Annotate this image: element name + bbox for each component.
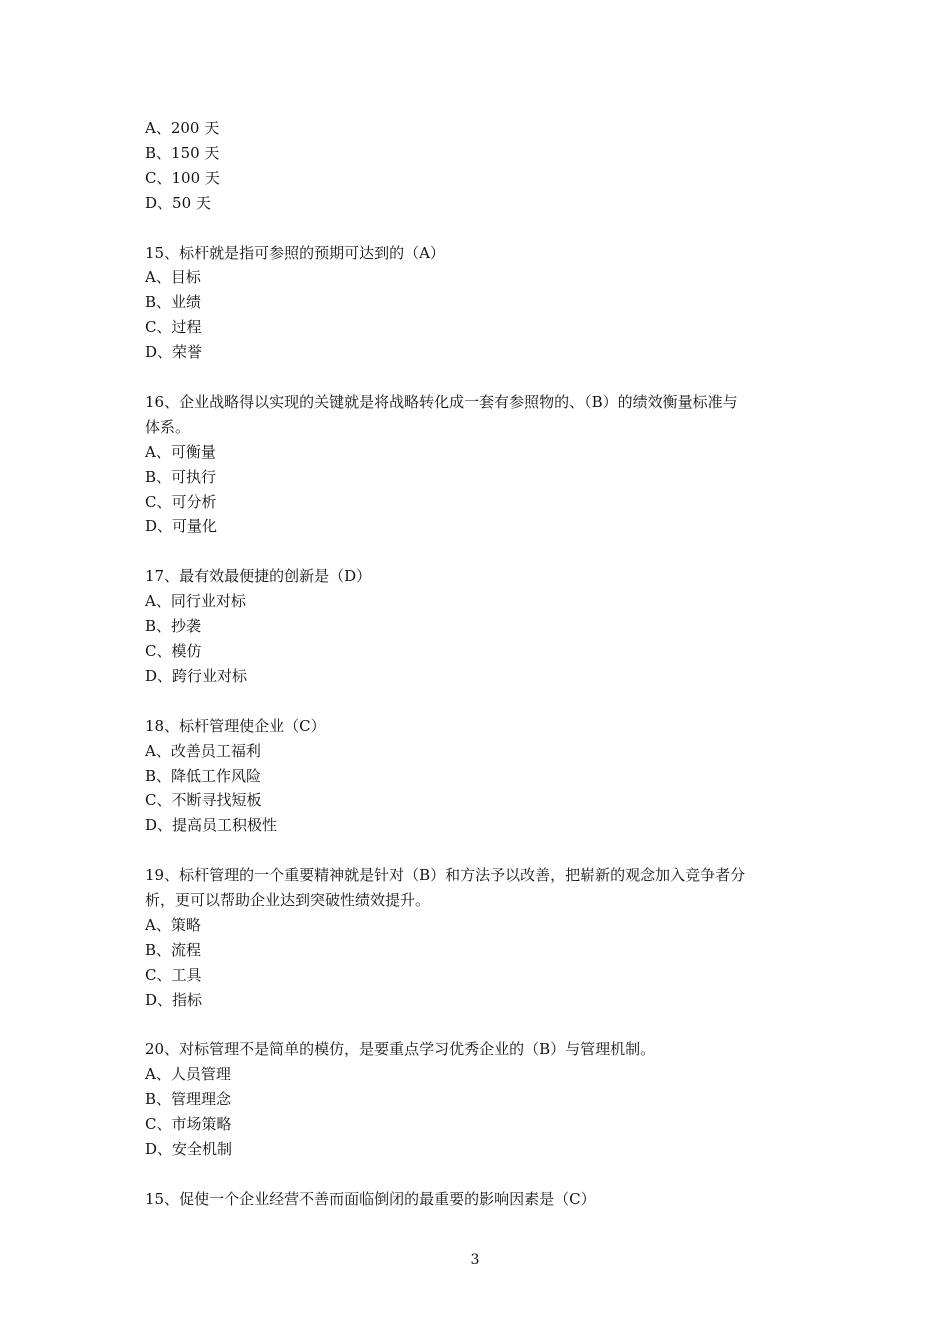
option-a: A、目标 (145, 268, 201, 287)
question-18 (145, 714, 815, 839)
question-15 (145, 241, 815, 366)
option-d: D、指标 (145, 990, 203, 1009)
option-b: B、降低工作风险 (145, 766, 262, 785)
option-c: C、不断寻找短板 (145, 791, 262, 810)
question-stem: 15、促使一个企业经营不善而面临倒闭的最重要的影响因素是（C） (145, 1189, 596, 1208)
option-d: D、安全机制 (145, 1140, 233, 1159)
question-stem-line-1: 16、企业战略得以实现的关键就是将战略转化成一套有参照物的、（B）的绩效衡量标准与 (145, 392, 738, 411)
question-stem-line-2: 体系。 (145, 417, 191, 436)
option-a: A、改善员工福利 (145, 741, 261, 760)
option-d: D、可量化 (145, 517, 218, 536)
question-stem-line-1: 19、标杆管理的一个重要精神就是针对（B）和方法予以改善，把崭新的观念加入竞争者分 (145, 866, 746, 885)
option-b: B、可执行 (145, 467, 217, 486)
question-19 (145, 863, 815, 1012)
option-a: A、人员管理 (145, 1065, 231, 1084)
document-body (145, 116, 815, 1212)
option-d: D、跨行业对标 (145, 666, 248, 685)
option-b: B、150 天 (145, 143, 220, 162)
option-c: C、市场策略 (145, 1115, 232, 1134)
question-stem: 20、对标管理不是简单的模仿，是要重点学习优秀企业的（B）与管理机制。 (145, 1040, 656, 1059)
option-a: A、策略 (145, 915, 201, 934)
option-a: A、同行业对标 (145, 592, 246, 611)
option-c: C、可分析 (145, 492, 217, 511)
option-a: A、200 天 (145, 119, 220, 137)
question-stem: 18、标杆管理使企业（C） (145, 716, 326, 735)
option-c: C、工具 (145, 965, 202, 984)
option-b: B、流程 (145, 940, 202, 959)
option-c: C、过程 (145, 318, 202, 337)
question-15-repeat (145, 1187, 815, 1212)
option-d: D、50 天 (145, 193, 211, 212)
option-b: B、管理理念 (145, 1090, 232, 1109)
option-d: D、荣誉 (145, 343, 203, 362)
question-stem: 15、标杆就是指可参照的预期可达到的（A） (145, 243, 445, 262)
option-a: A、可衡量 (145, 442, 216, 461)
option-b: B、业绩 (145, 293, 202, 312)
question-17 (145, 564, 815, 689)
option-d: D、提高员工积极性 (145, 816, 278, 835)
option-c: C、模仿 (145, 641, 202, 660)
previous-question-options (145, 116, 815, 216)
question-16 (145, 390, 815, 539)
question-stem-line-2: 析，更可以帮助企业达到突破性绩效提升。 (145, 891, 431, 910)
option-b: B、抄袭 (145, 617, 202, 636)
question-20 (145, 1037, 815, 1162)
page-number: 3 (470, 1252, 480, 1268)
question-stem: 17、最有效最便捷的创新是（D） (145, 567, 372, 586)
option-c: C、100 天 (145, 168, 220, 187)
